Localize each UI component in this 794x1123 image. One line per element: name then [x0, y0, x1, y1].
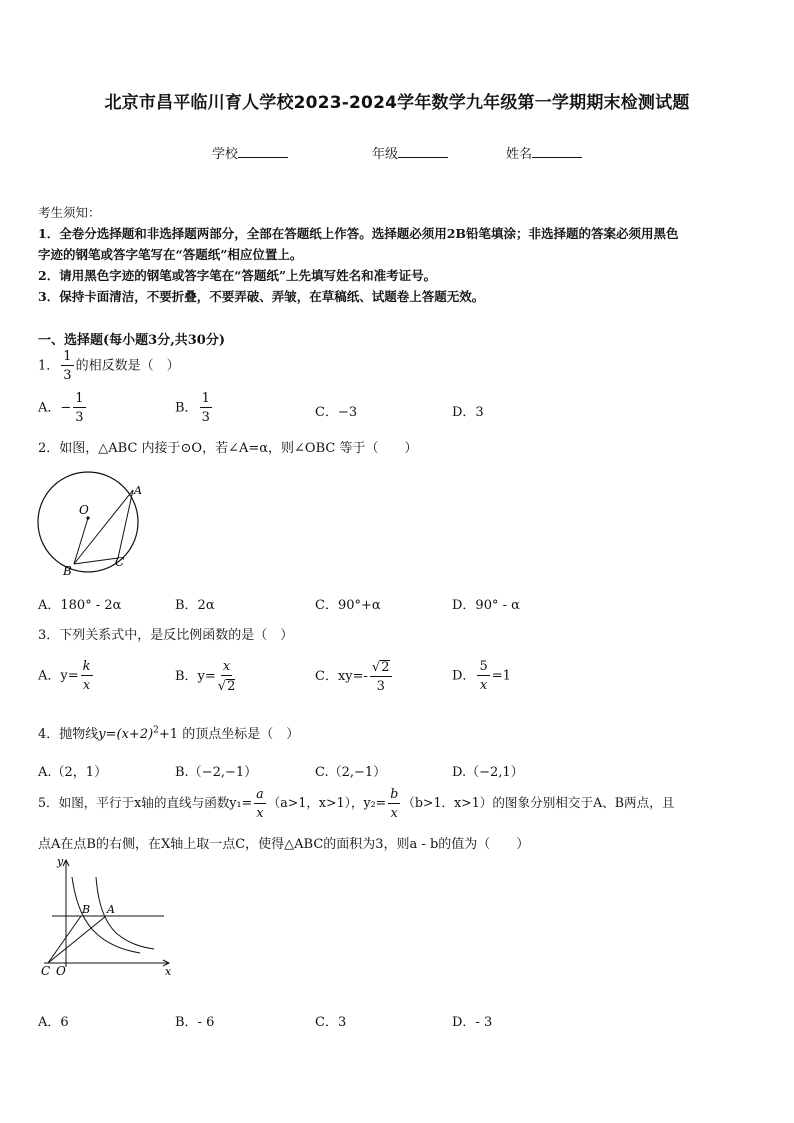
q5-label-y: y	[57, 855, 64, 868]
q5-f1-den: x	[256, 804, 264, 820]
q4-suffix: 的顶点坐标是（ ）	[182, 727, 300, 742]
q3-c-num-radicand: 2	[381, 660, 390, 675]
school-blank[interactable]	[238, 145, 288, 158]
q3-option-c[interactable]	[315, 660, 394, 693]
q2-option-a[interactable]: A．180° - 2α	[38, 598, 122, 613]
q1-frac-num: 1	[63, 349, 72, 364]
q5-label-o: O	[56, 964, 66, 977]
grade-blank[interactable]	[398, 145, 448, 158]
name-blank[interactable]	[532, 145, 582, 158]
q2-label-b: B	[63, 564, 72, 578]
q1-a-num: 1	[75, 391, 84, 406]
q4-prefix: 4．抛物线	[38, 727, 99, 742]
q3-d-tail: =1	[491, 668, 511, 684]
q1-text: 的相反数是（ ）	[75, 358, 180, 374]
question-2: 2．如图，△ABC 内接于⊙O，若∠A=α，则∠OBC 等于（ ）	[38, 441, 418, 456]
q3-a-den: x	[82, 678, 91, 693]
question-4	[38, 723, 299, 742]
q2-segment-ba	[74, 490, 133, 564]
q1-b-label: B．	[175, 400, 198, 416]
q5-option-c[interactable]: C．3	[315, 1015, 347, 1030]
page-title: 北京市昌平临川育人学校2023-2024学年数学九年级第一学期期末检测试题	[104, 93, 690, 113]
q5-option-b[interactable]: B．- 6	[175, 1015, 215, 1030]
q3-option-a[interactable]	[38, 660, 95, 692]
q2-label-a: A	[134, 484, 142, 497]
q3-d-label: D．	[452, 668, 476, 684]
q5-f2-num: b	[388, 788, 400, 804]
notice-item-2: 2．请用黑色字迹的钢笔或答字笔在“答题纸”上先填写姓名和准考证号。	[38, 268, 437, 283]
notice-heading: 考生须知：	[38, 205, 101, 220]
question-1	[38, 350, 180, 382]
question-5-line-1	[38, 788, 674, 819]
q4-option-c[interactable]: C.（2,−1）	[315, 765, 387, 780]
notice-item-1-line-2: 字迹的钢笔或答字笔写在“答题纸”相应位置上。	[38, 247, 303, 262]
q5-f2-fraction	[388, 788, 400, 819]
q3-b-fraction	[218, 660, 236, 693]
q4-formula: y=(x+2)	[98, 727, 154, 742]
grade-field	[372, 143, 448, 162]
q1-number: 1．	[38, 358, 60, 374]
q5-curve-y1	[96, 877, 154, 949]
q4-option-b[interactable]: B.（−2,−1）	[175, 765, 258, 780]
q3-option-d[interactable]	[452, 660, 511, 692]
q3-c-fraction	[370, 660, 392, 693]
q4-formula-tail: +1	[158, 727, 179, 742]
q1-b-num: 1	[201, 391, 210, 406]
q3-d-fraction	[477, 660, 489, 692]
q3-a-fraction	[81, 660, 93, 692]
q3-b-den: √2	[217, 679, 236, 694]
grade-label: 年级	[372, 147, 399, 162]
q5-f1-fraction	[254, 788, 266, 819]
q2-label-c: C	[115, 555, 125, 569]
q5-middle: （a>1，x>1），y₂=	[267, 795, 387, 811]
q3-c-label: C．xy=-	[315, 669, 368, 684]
name-label: 姓名	[506, 147, 533, 162]
q3-d-num: 5	[479, 659, 488, 674]
q5-f2-den: x	[390, 804, 398, 820]
q1-b-den: 3	[201, 410, 210, 425]
q1-a-den: 3	[75, 410, 84, 425]
q5-label-c: C	[41, 964, 51, 977]
q2-circle-figure	[36, 462, 146, 580]
q5-graph-figure	[36, 855, 176, 977]
q3-c-num: √2	[371, 660, 390, 675]
q5-label-b: B	[82, 903, 91, 916]
q4-exponent: 2	[153, 725, 159, 736]
q3-b-label: B．y=	[175, 669, 216, 684]
q5-segment-cb	[48, 916, 81, 963]
q4-option-d[interactable]: D.（−2,1）	[452, 765, 524, 780]
q5-label-a: A	[107, 903, 115, 916]
notice-item-1-line-1: 1．全卷分选择题和非选择题两部分，全部在答题纸上作答。选择题必须用2B铅笔填涂；非选择题的答案必须用黑色	[38, 226, 679, 241]
q2-segment-bc	[74, 558, 118, 564]
q1-a-fraction	[73, 392, 85, 424]
q4-option-a[interactable]: A.（2，1）	[38, 765, 108, 780]
q3-b-den-radicand: 2	[227, 679, 236, 694]
q2-segment-ob	[74, 518, 88, 564]
q1-option-d[interactable]: D．3	[452, 405, 484, 420]
q1-option-b[interactable]	[175, 392, 214, 424]
q2-label-o: O	[79, 503, 89, 517]
q3-a-num: k	[82, 659, 91, 674]
notice-item-3: 3．保持卡面清洁，不要折叠，不要弄破、弄皱，在草稿纸、试题卷上答题无效。	[38, 289, 485, 304]
school-label: 学校	[212, 147, 239, 162]
school-field	[212, 143, 288, 162]
q5-label-x: x	[165, 965, 172, 977]
q5-segment-ca	[48, 916, 106, 963]
q5-option-d[interactable]: D．- 3	[452, 1015, 493, 1030]
q2-option-d[interactable]: D．90° - α	[452, 598, 520, 613]
q3-a-label: A．y=	[38, 668, 79, 684]
q2-option-b[interactable]: B．2α	[175, 598, 215, 613]
q1-a-label: A．−	[38, 400, 72, 416]
q5-option-a[interactable]: A．6	[38, 1015, 69, 1030]
q5-suffix: （b>1．x>1）的图象分别相交于A、B两点，且	[402, 795, 675, 811]
q1-b-fraction	[200, 392, 212, 424]
q1-option-c[interactable]: C．−3	[315, 405, 358, 420]
q1-fraction	[61, 350, 73, 382]
name-field	[506, 143, 582, 162]
q3-option-b[interactable]	[175, 660, 237, 693]
q1-option-a[interactable]	[38, 392, 88, 424]
q3-c-den: 3	[376, 679, 385, 694]
q5-prefix: 5．如图，平行于x轴的直线与函数y₁=	[38, 795, 253, 811]
q5-f1-num: a	[254, 788, 266, 804]
q2-option-c[interactable]: C．90°+α	[315, 598, 381, 613]
q3-d-den: x	[479, 678, 488, 693]
q1-frac-den: 3	[63, 368, 72, 383]
section-heading: 一、选择题(每小题3分,共30分)	[38, 333, 225, 348]
question-3: 3．下列关系式中，是反比例函数的是（ ）	[38, 628, 294, 643]
q3-b-num: x	[222, 659, 231, 674]
question-5-line-2: 点A在点B的右侧，在X轴上取一点C，使得△ABC的面积为3，则a - b的值为（ ）	[38, 837, 530, 852]
